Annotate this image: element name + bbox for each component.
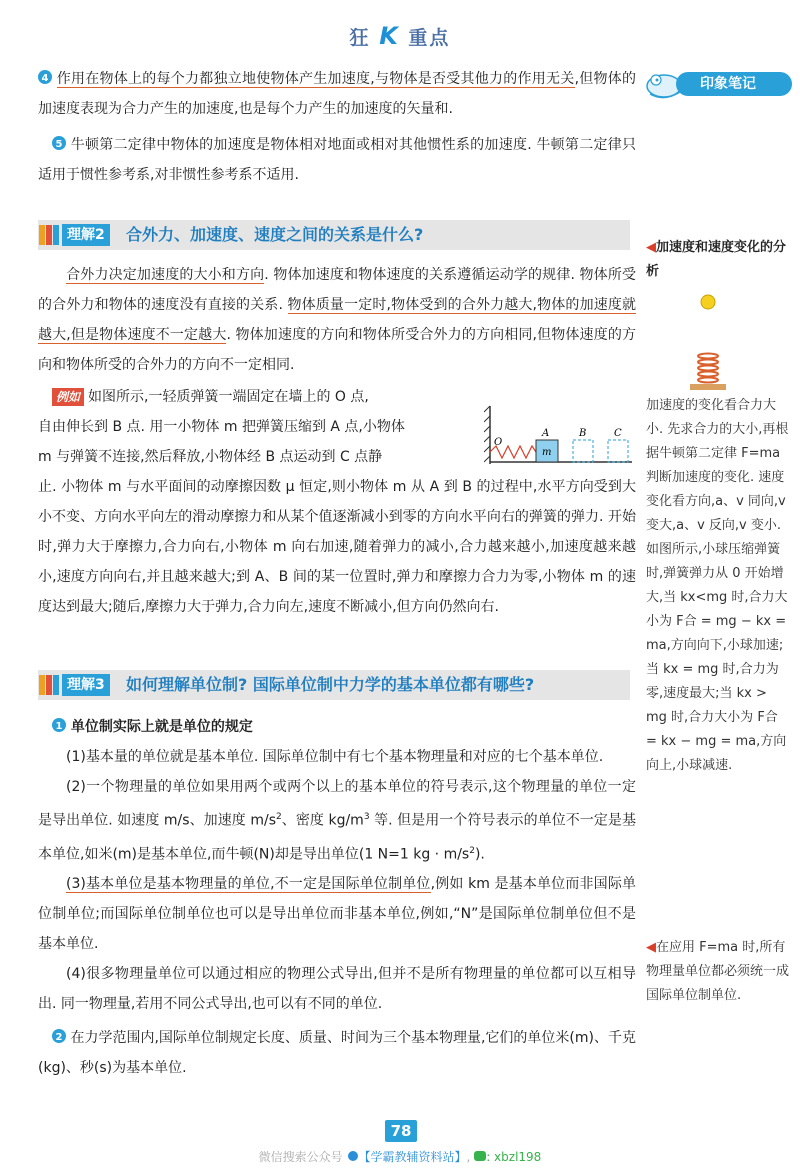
number-1: 1 bbox=[55, 721, 63, 732]
section-3-title: 如何理解单位制? 国际单位制中力学的基本单位都有哪些? bbox=[126, 675, 535, 694]
section-3-body bbox=[38, 712, 636, 1083]
s3-p5 bbox=[38, 1023, 636, 1083]
s3-p2d: ). bbox=[474, 846, 485, 863]
footer-text-a: 微信搜索公众号 bbox=[258, 1150, 343, 1164]
s3-p3 bbox=[38, 869, 636, 959]
side-note-2-text: 在应用 F=ma 时,所有物理量单位都必须统一成国际单位制单位. bbox=[646, 940, 790, 1003]
section-3-tag: 理解3 bbox=[62, 674, 110, 696]
s3-p3-underlined: (3)基本单位是基本物理量的单位,不一定是国际单位制单位 bbox=[66, 876, 431, 893]
notes-badge-label: 印象笔记 bbox=[700, 76, 756, 92]
header-left: 狂 bbox=[349, 27, 371, 49]
book-icon bbox=[38, 673, 60, 697]
s3-p2c: 等. 但是用一个符号表示的单位不一定是基本单位,如米(m)是基本单位,而牛顿(N)却是导出单位(1 N=1 kg · m/s bbox=[38, 812, 636, 863]
page-header bbox=[0, 22, 800, 50]
section-2-tag: 理解2 bbox=[62, 224, 110, 246]
fig-label-A: A bbox=[542, 428, 550, 439]
example-line-2: 自由伸长到 B 点. 用一小物体 m 把弹簧压缩到 A 点,小物体 bbox=[38, 419, 405, 435]
s3-p2a: (2)一个物理量的单位如果用两个或两个以上的基本单位的符号表示,这个物理量的单位一定是导出单位. 如速度 m/s、加速度 m/s bbox=[38, 779, 636, 829]
number-4: 4 bbox=[41, 73, 49, 84]
side-note-units: ◀在应用 F=ma 时,所有物理量单位都必须统一成国际单位制单位. bbox=[646, 940, 790, 1003]
example-text-1: 如图所示,一轻质弹簧一端固定在墙上的 O 点, bbox=[88, 389, 369, 405]
number-circle-2-icon bbox=[52, 1029, 66, 1043]
side-note-acceleration bbox=[646, 236, 790, 778]
example-line-1 bbox=[38, 382, 478, 412]
s3-p2-sup1: 2 bbox=[276, 812, 282, 822]
subheading-1-text: 单位制实际上就是单位的规定 bbox=[70, 719, 253, 735]
s3-p3-rest: ,例如 km 是基本单位而非国际单位制单位;而国际单位制单位也可以是导出单位而非基本单位,例如,“N”是国际单位制单位但不是基本单位. bbox=[38, 876, 636, 953]
number-circle-1-icon bbox=[52, 718, 66, 732]
paragraph-5 bbox=[38, 130, 636, 190]
s2-underlined-1: 合外力决定加速度的大小和方向 bbox=[66, 267, 265, 283]
ball-spring-figure bbox=[646, 284, 786, 394]
wechat-icon bbox=[474, 1150, 486, 1162]
top-paragraphs bbox=[38, 64, 636, 190]
header-right: 重点 bbox=[408, 27, 451, 49]
subheading-1 bbox=[38, 712, 636, 742]
search-icon bbox=[347, 1150, 359, 1162]
number-circle-5-icon bbox=[52, 136, 66, 150]
example-label: 例如 bbox=[52, 388, 84, 406]
notes-badge bbox=[642, 68, 792, 98]
p4-underlined-1: 作用在物体上的每个力都独立地使物体产生加速度,与物体是否受其他力 bbox=[56, 71, 504, 87]
s3-p4-text: (4)很多物理量单位可以通过相应的物理公式导出,但并不是所有物理量的单位都可以互相导出. 同一物理量,若用不同公式导出,也可以有不同的单位. bbox=[38, 966, 636, 1013]
section-2-paragraph bbox=[38, 260, 636, 380]
p4-end: 的矢量和. bbox=[392, 101, 453, 117]
footer-text-d bbox=[474, 1150, 541, 1164]
footer-text-d-inner: : xbzl198 bbox=[486, 1150, 542, 1164]
number-2: 2 bbox=[55, 1032, 63, 1044]
s3-p2b: 、密度 kg/m bbox=[281, 812, 364, 829]
footer-text-c: , bbox=[466, 1150, 471, 1164]
side-note-1-title: ◀加速度和速度变化的分析 bbox=[646, 240, 787, 279]
s3-p5-text: 在力学范围内,国际单位制规定长度、质量、时间为三个基本物理量,它们的单位米(m)、千克(kg)、秒(s)为基本单位. bbox=[38, 1030, 636, 1077]
example-line-3: m 与弹簧不连接,然后释放,小物体经 B 点运动到 C 点静 bbox=[38, 449, 383, 465]
s3-p2 bbox=[38, 772, 636, 869]
book-icon bbox=[38, 223, 60, 247]
side-note-1-title-text: 加速度和速度变化的分析 bbox=[646, 240, 787, 279]
p4-rest: ,但物体的加速度表现为合力产生的加速度,也是每个力产生的加速度 bbox=[38, 71, 637, 117]
s2-text-1: . 物体加速度和物体速度的关系遵循运动学的规律. 物体所受的合外力和物体的速度没有直接的关系. bbox=[38, 267, 636, 313]
s3-p4 bbox=[38, 959, 636, 1019]
section-3-header bbox=[38, 670, 630, 700]
fig-label-C: C bbox=[614, 428, 622, 439]
section-2-title: 合外力、加速度、速度之间的关系是什么? bbox=[126, 225, 424, 244]
s2-text-2: . 物体加速度的方向和物体所受合外力的方向相同,但物体速度的方向和物体所受的合外力的方向不一定相同. bbox=[38, 327, 636, 373]
s3-p2-sup2: 3 bbox=[363, 812, 370, 822]
s2-underlined-2: 物体质量一定时,物体受到的合外力越大,物体的加速度就越大,但是物体速度不一定越大 bbox=[38, 297, 636, 343]
side-note-1-body: 加速度的变化看合力大小. 先求合力的大小,再根据牛顿第二定律 F=ma 判断加速度的变化. 速度变化看方向,a、v 同向,v 变大,a、v 反向,v 变小. 如图所示,小球压缩弹簧时,弹簧弹力从 0 开始增大,当 kx<mg 时,合力大小为 F合 = mg − kx = ma,方向向下,小球加速;当 kx = mg 时,合力为零,速度最大;当 kx > mg 时,合力大小为 F合 = kx − mg = ma,方向向上,小球减速. bbox=[646, 398, 789, 773]
p4-underlined-2: 的作用无关 bbox=[503, 71, 575, 87]
number-circle-4-icon bbox=[38, 70, 52, 84]
example-rest: 止. 小物体 m 与水平面间的动摩擦因数 μ 恒定,则小物体 m 从 A 到 B 的过程中,水平方向受到大小不变、方向水平向左的滑动摩擦力和从某个值逐渐减小到零的方向水平向右的弹簧的弹力. 开始时,弹力大于摩擦力,合力向右,小物体 m 向右加速,随着弹力的减小,合力越来越小,加速度越来越小,速度方向向右,并且越来越大;到 A、B 间的某一位置时,弹力和摩擦力合力为零,小物体 m 的速度达到最大;随后,摩擦力大于弹力,合力向左,速度不断减小,但方向仍然向右. bbox=[38, 479, 636, 615]
footer-watermark bbox=[0, 1148, 800, 1165]
fig-label-m: m bbox=[542, 447, 552, 458]
header-k-logo: K bbox=[379, 22, 400, 50]
s3-p2-sup3: 2 bbox=[469, 845, 475, 856]
s3-p1 bbox=[38, 742, 636, 772]
number-5: 5 bbox=[55, 139, 63, 150]
section-2-header bbox=[38, 220, 630, 250]
example-intro bbox=[38, 382, 478, 472]
paragraph-4 bbox=[38, 64, 636, 124]
spring-block-figure bbox=[484, 400, 634, 470]
page-number: 78 bbox=[385, 1120, 417, 1142]
fig-label-B: B bbox=[579, 428, 587, 439]
footer-text-b bbox=[347, 1150, 467, 1164]
p5-text: 牛顿第二定律中物体的加速度是物体相对地面或相对其他惯性系的加速度. 牛顿第二定律只适用于惯性参考系,对非惯性参考系不适用. bbox=[38, 137, 636, 183]
fig-label-O: O bbox=[494, 437, 503, 448]
footer-text-b-inner: 【学霸教辅资料站】 bbox=[358, 1150, 467, 1164]
s3-p1-text: (1)基本量的单位就是基本单位. 国际单位制中有七个基本物理量和对应的七个基本单位. bbox=[66, 749, 604, 765]
